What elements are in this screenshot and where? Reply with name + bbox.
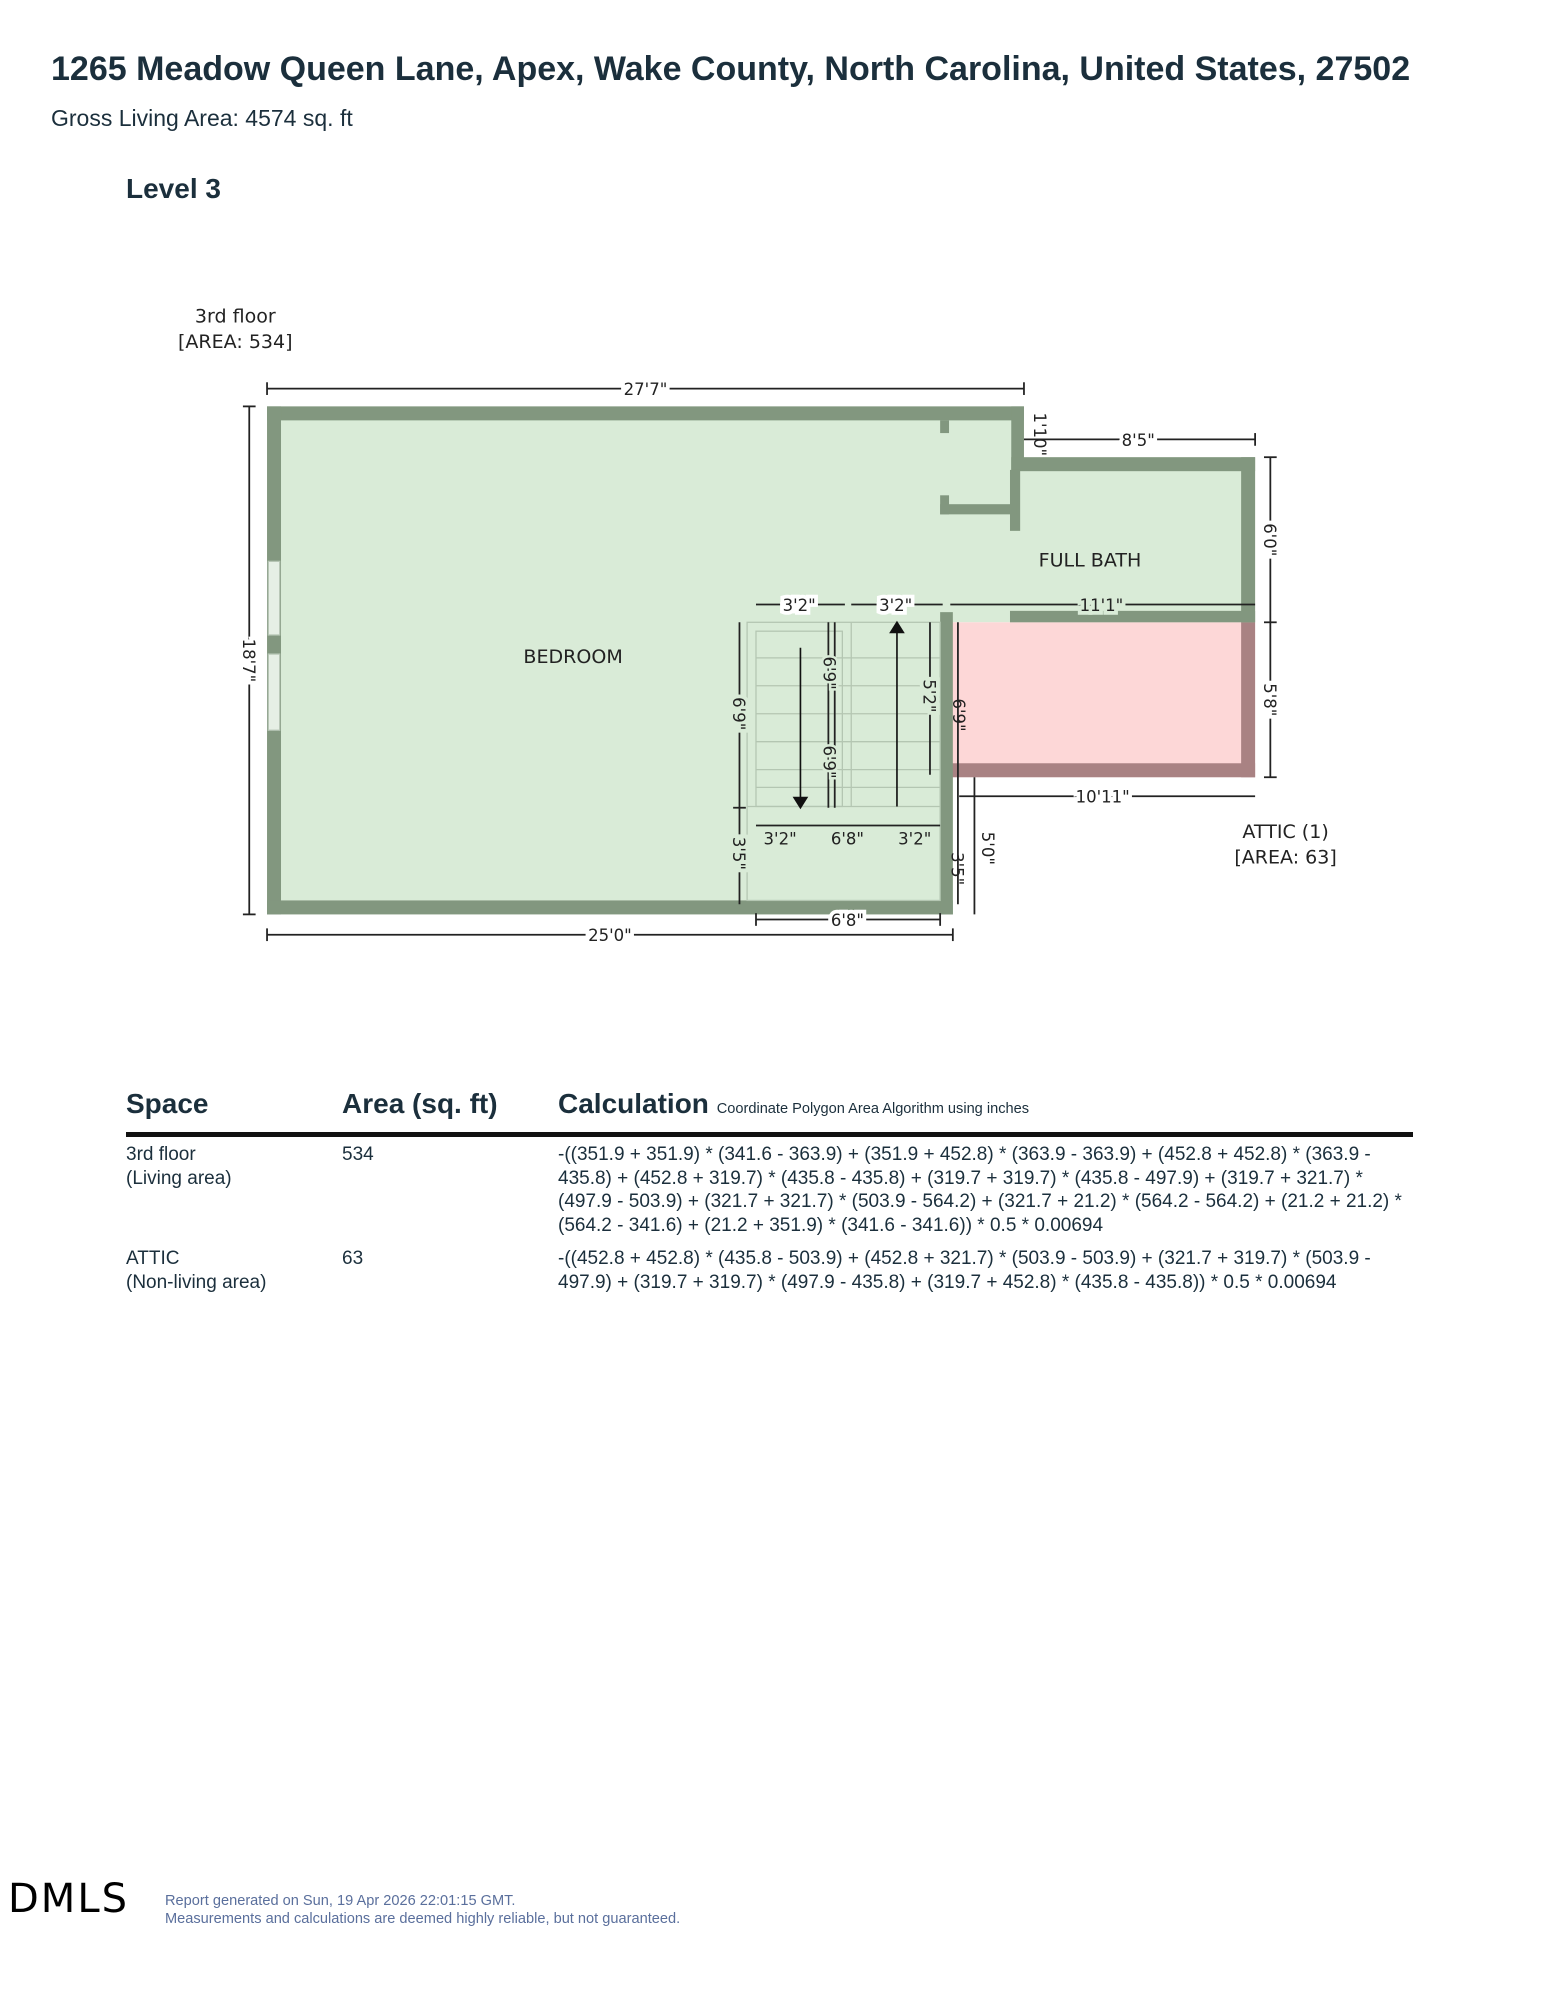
dim-label: 3'2"	[898, 829, 932, 849]
attic-label: ATTIC (1)	[1242, 821, 1329, 844]
dim-label: 3'2"	[879, 595, 913, 615]
calculation-note: Coordinate Polygon Area Algorithm using inches	[716, 1101, 1030, 1117]
generated-timestamp: Report generated on Sun, 19 Apr 2026 22:01:15 GMT.	[165, 1893, 516, 1909]
dmls-logo: DMLS	[8, 1876, 129, 1922]
dim-label: 5'2"	[919, 679, 939, 713]
attic-area-label: [AREA: 63]	[1234, 846, 1337, 869]
dim-label: 11'1"	[1079, 595, 1124, 615]
attic-wall	[1241, 622, 1255, 777]
floor-area: [AREA: 534]	[177, 330, 293, 353]
floor-label: 3rd floor	[194, 305, 276, 328]
dim-label: 6'9"	[819, 745, 839, 779]
header-space: Space	[126, 1088, 209, 1119]
dim-label: 6'8"	[830, 910, 864, 930]
window	[268, 561, 279, 635]
dim-label: 1'10"	[1030, 412, 1050, 457]
header-area: Area (sq. ft)	[342, 1088, 498, 1119]
disclaimer: Measurements and calculations are deemed highly reliable, but not guaranteed.	[165, 1911, 681, 1928]
header-calculation: Calculation	[558, 1088, 709, 1119]
area-table	[126, 1088, 1413, 1308]
area-cell: 534	[342, 1144, 374, 1165]
dim-label: 6'8"	[830, 829, 864, 849]
area-cell: 63	[342, 1248, 364, 1269]
dim-label: 18'7"	[238, 638, 258, 683]
space-cell: ATTIC (Non-living area)	[126, 1248, 267, 1293]
property-address: 1265 Meadow Queen Lane, Apex, Wake County, North Carolina, United States, 27502	[51, 50, 1411, 88]
dim-label: 6'9"	[819, 656, 839, 690]
attic-area	[950, 622, 1255, 777]
room-label-bedroom: BEDROOM	[523, 645, 623, 668]
room-label-full-bath: FULL BATH	[1038, 549, 1142, 572]
space-cell: 3rd floor (Living area)	[126, 1144, 232, 1189]
dim-label: 3'2"	[763, 829, 797, 849]
attic-wall	[950, 763, 1255, 777]
header-divider	[126, 1132, 1413, 1137]
window	[268, 654, 279, 730]
dim-label: 27'7"	[623, 379, 668, 399]
calculation-cell: -((351.9 + 351.9) * (341.6 - 363.9) + (351.9 + 452.8) * (363.9 - 363.9) + (452.8 + 452.8) * (363.9 - 435.8) + (452.8 + 319.7) * (435.8 - 435.8) + (319.7 + 319.7) * (435.8 - 497.9) + (319.7 + 321.7) * (497.9 - 503.9) + (321.7 + 321.7) * (503.9 - 564.2) + (321.7 + 21.2) * (564.2 - 564.2) + (21.2 + 21.2) * (564.2 - 341.6) + (21.2 + 351.9) * (341.6 - 341.6)) * 0.5 * 0.00694	[558, 1144, 1402, 1236]
dim-label: 10'11"	[1075, 787, 1130, 807]
dim-label: 6'9"	[948, 698, 968, 732]
dim-label: 5'8"	[1259, 683, 1279, 717]
dim-label: 8'5"	[1121, 430, 1155, 450]
level-heading: Level 3	[126, 173, 221, 204]
dim-label: 3'5"	[947, 852, 967, 886]
report-footer	[165, 1892, 680, 1929]
gross-living-area: Gross Living Area: 4574 sq. ft	[51, 105, 353, 131]
dim-label: 5'0"	[978, 831, 998, 865]
dim-label: 3'2"	[782, 595, 816, 615]
dim-label: 6'0"	[1259, 523, 1279, 557]
dim-label: 25'0"	[588, 926, 632, 946]
dim-label: 6'9"	[729, 697, 749, 731]
calculation-cell: -((452.8 + 452.8) * (435.8 - 503.9) + (452.8 + 321.7) * (503.9 - 503.9) + (321.7 + 319.7) * (503.9 - 497.9) + (319.7 + 319.7) * (497.9 - 435.8) + (319.7 + 452.8) * (435.8 - 435.8)) * 0.5 * 0.00694	[558, 1248, 1371, 1293]
dim-label: 3'5"	[729, 836, 749, 871]
